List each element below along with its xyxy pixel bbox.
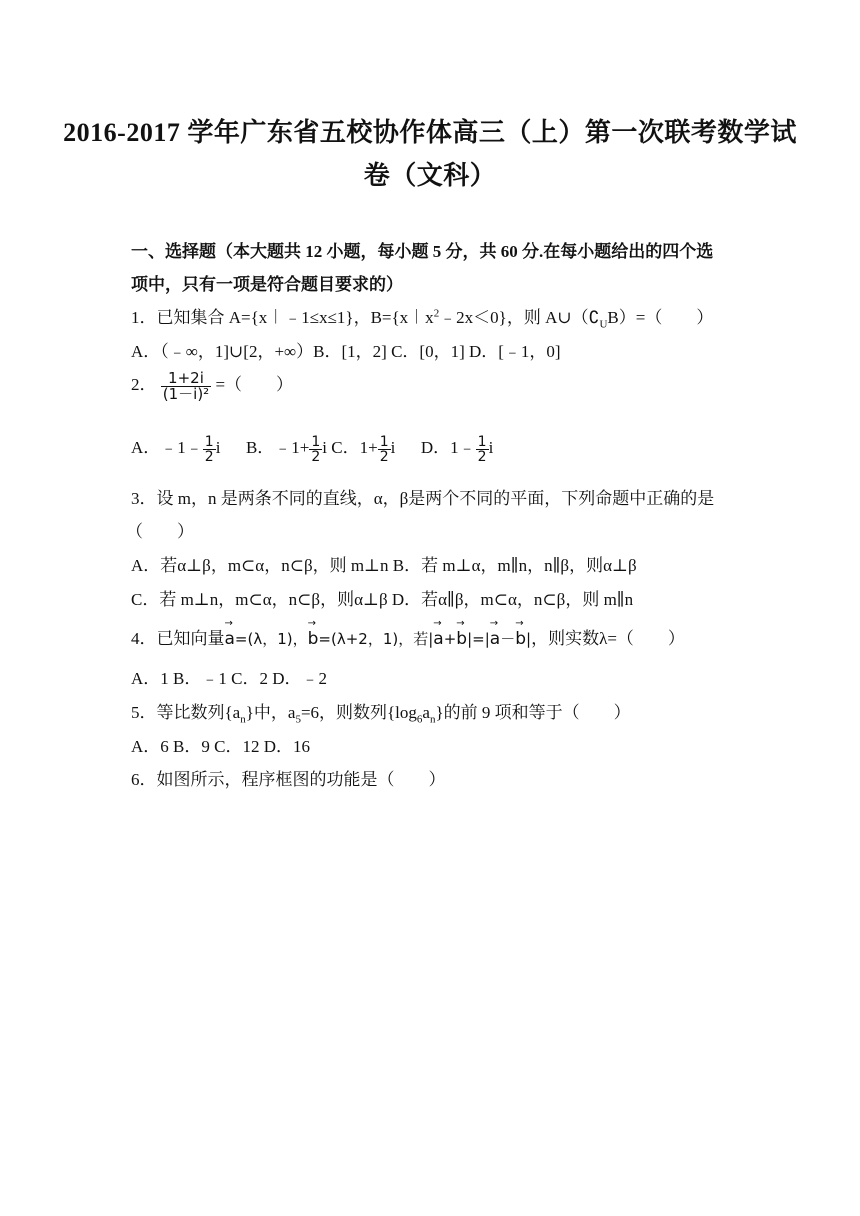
- question-1-options: A．（﹣∞，1]∪[2，+∞）B．[1，2] C．[0，1] D．[﹣1，0]: [131, 342, 561, 361]
- exam-title-line2: 卷（文科）: [363, 161, 497, 190]
- vector-b: → b: [308, 629, 319, 649]
- question-3-paren: （ ）: [126, 522, 194, 541]
- question-3-stem: 3．设 m，n 是两条不同的直线，α，β是两个不同的平面，下列命题中正确的是: [131, 489, 715, 508]
- section-heading-line2: 项中，只有一项是符合题目要求的）: [131, 275, 403, 294]
- question-6-stem: 6．如图所示，程序框图的功能是（ ）: [131, 770, 446, 789]
- vector-a: → a: [225, 629, 235, 649]
- question-2-options: A．﹣1﹣ $\frac{1}{2}$ i B．﹣1+ $\frac{1}{2}$ i C．1+ $\frac{1}{2}$ i D．1﹣ $\frac{1}{2}$ i: [131, 433, 494, 465]
- question-4-stem: 4．已知向量→ a=(λ，1)，→ b=(λ+2，1)，若|→ a+→ b|=|→ a－→ b|，则实数λ=（ ）: [131, 624, 685, 649]
- question-1-stem: 1．已知集合 A={x︱﹣1≤x≤1}，$B=\{x︱x^2﹣2x<0\}$，则 $A\cup(∁_UB)=$（ ）: [131, 307, 714, 331]
- question-3-options-cd: C．若 m⊥n，m⊂α，n⊂β，则α⊥β D．若α∥β，m⊂α，n⊂β，则 m∥n: [131, 590, 634, 609]
- question-3-options-ab: A．若α⊥β，m⊂α，n⊂β，则 m⊥n B．若 m⊥α，m∥n，n∥β，则α⊥β: [131, 556, 637, 575]
- exam-title-line1: 2016-2017 学年广东省五校协作体高三（上）第一次联考数学试: [63, 118, 797, 147]
- question-2-fraction: $\frac{1+2i}{\text{(1－i)²}}$: [162, 368, 210, 403]
- question-5-options: A．6 B．9 C．12 D．16: [131, 737, 310, 756]
- question-5-stem: 5．等比数列$\{a_n\}$中，$a_5=6$，则数列$\{\log_6a_n\}$的前 9 项和等于（ ）: [131, 703, 631, 726]
- section-heading-line1: 一、选择题（本大题共 12 小题，每小题 5 分，共 60 分.在每小题给出的四个选: [131, 242, 714, 261]
- question-4-options: A．1 B．﹣1 C．2 D．﹣2: [131, 669, 327, 688]
- question-2-stem: 2． $\frac{1+2i}{\text{(1－i)²}}$ =（ ）: [131, 368, 294, 403]
